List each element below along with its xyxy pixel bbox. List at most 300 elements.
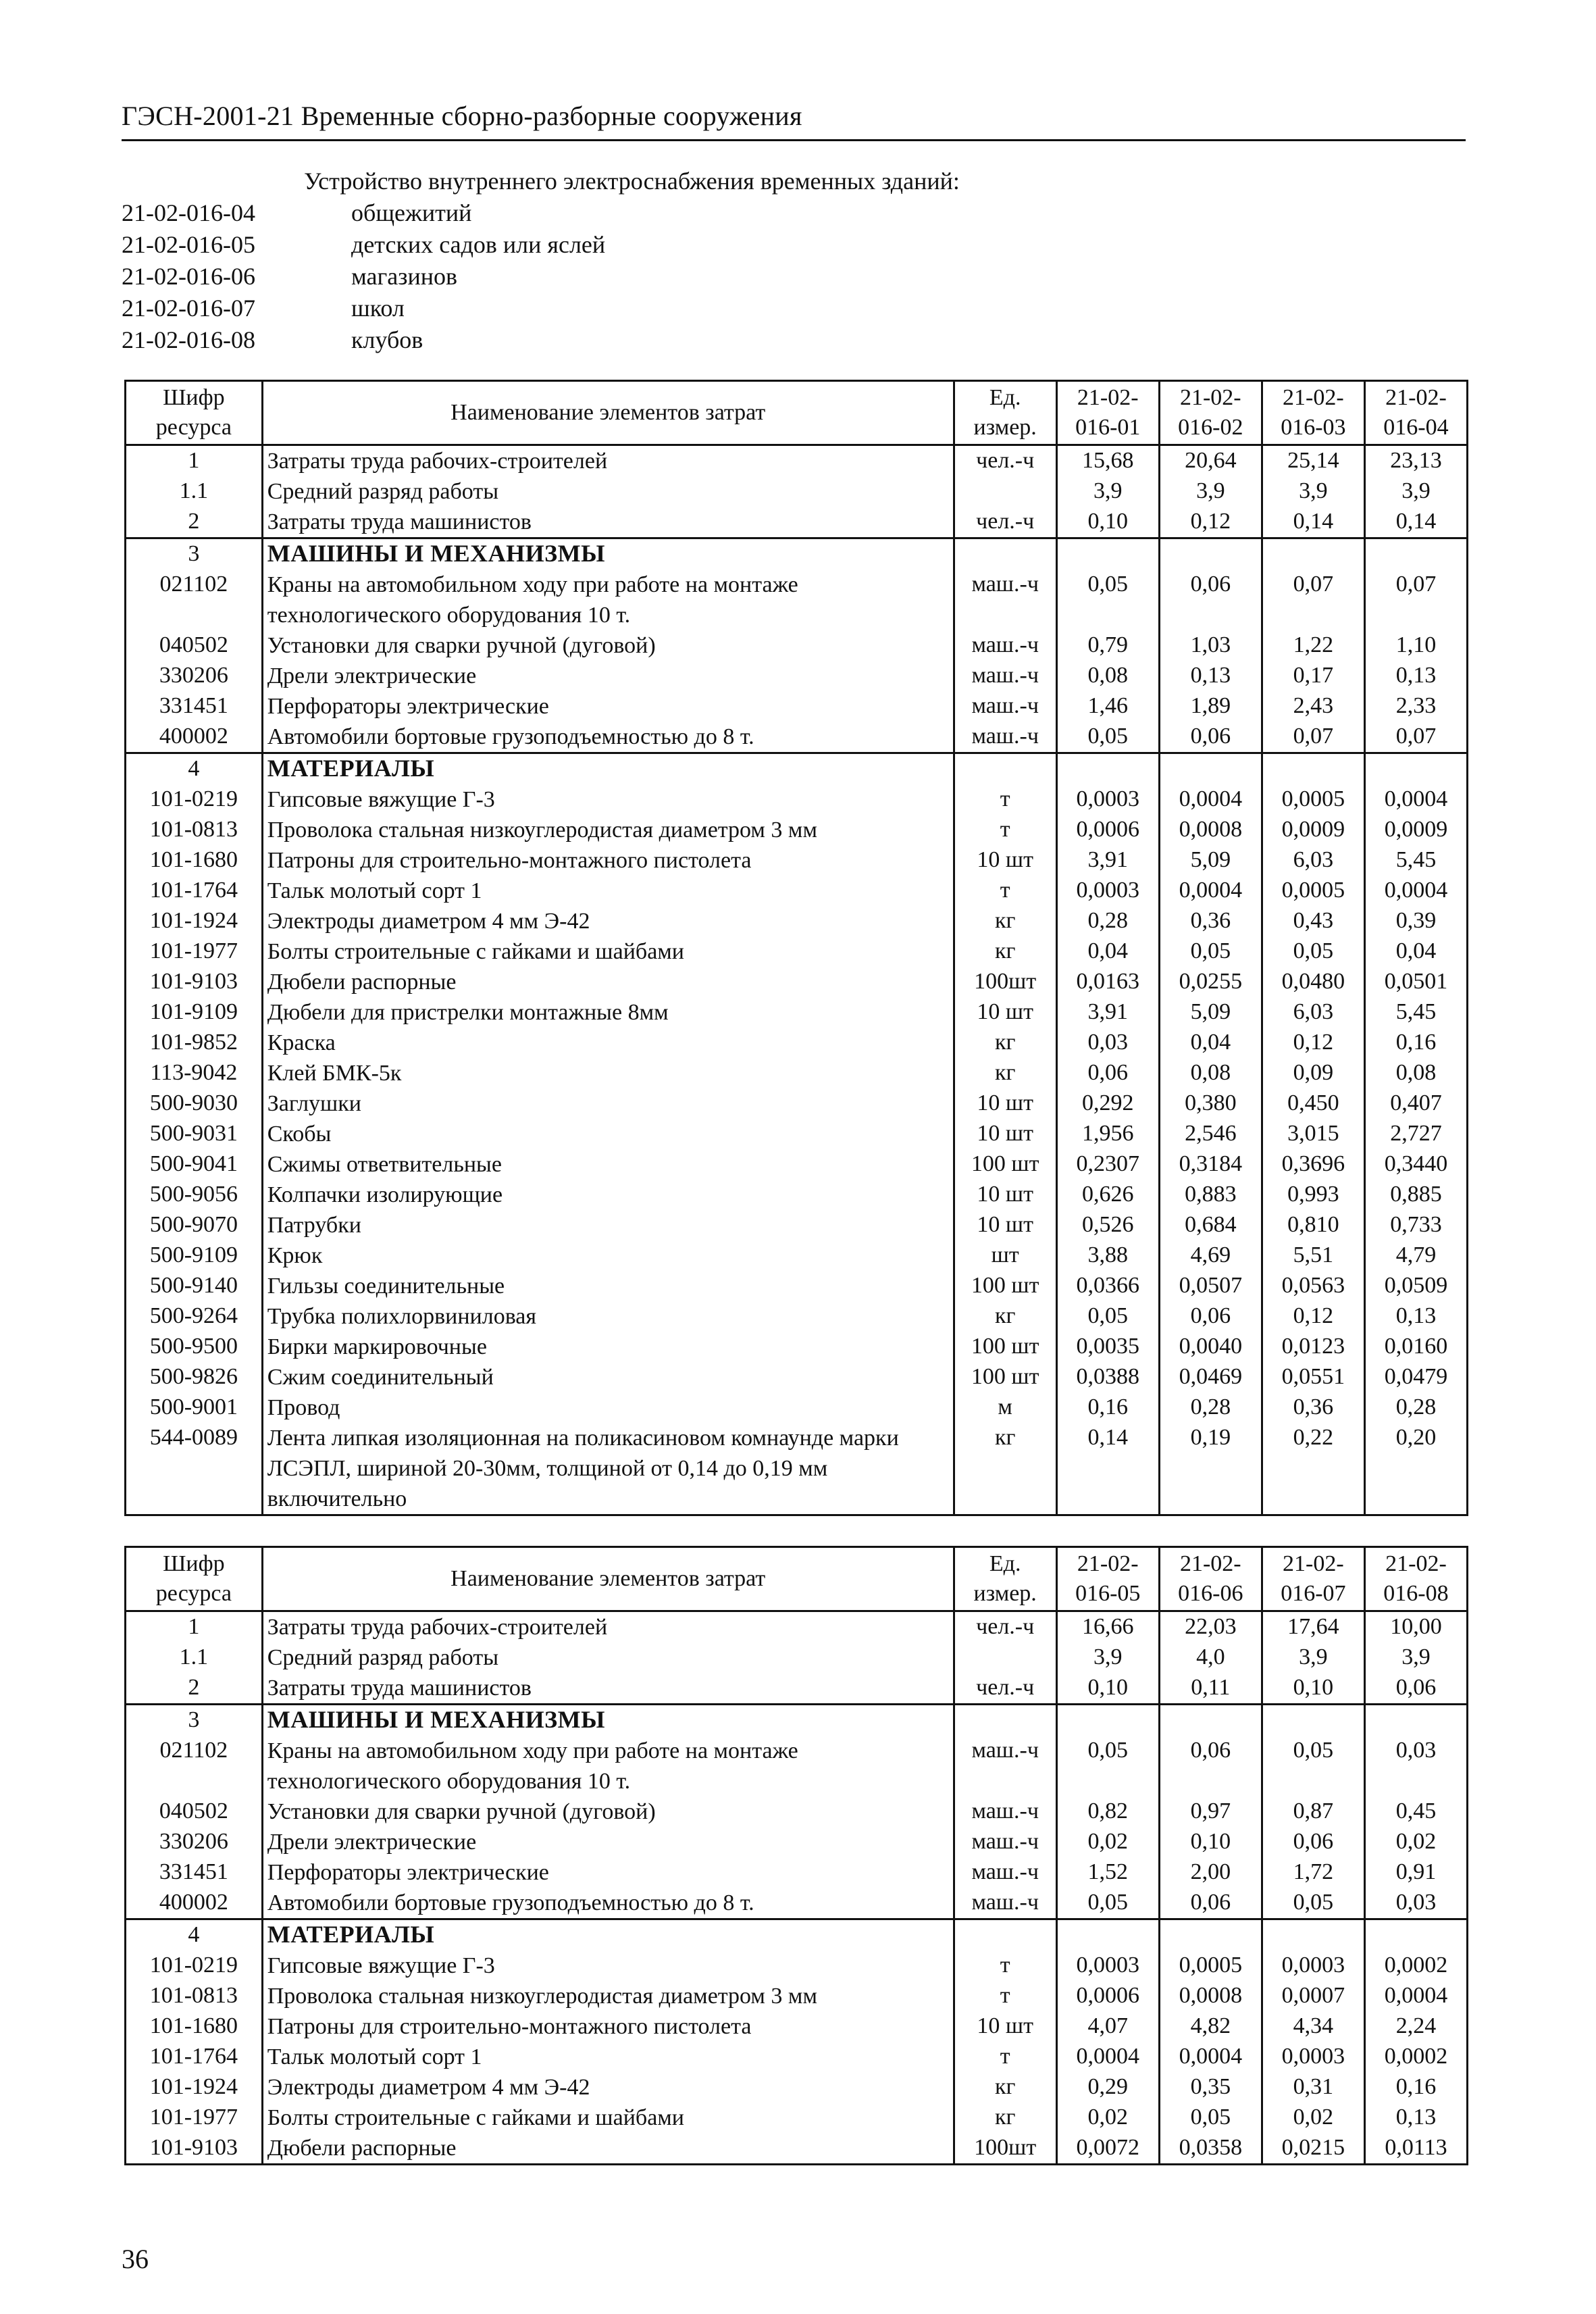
cell-value: 0,22	[1262, 1423, 1364, 1515]
cell-value: 0,07	[1364, 570, 1467, 630]
cell-value: 5,09	[1159, 997, 1262, 1028]
cell-value: 0,08	[1364, 1058, 1467, 1088]
cell-unit: кг	[954, 1423, 1056, 1515]
cell-unit: кг	[954, 1028, 1056, 1058]
cell-unit: 100 шт	[954, 1149, 1056, 1180]
cell-value: 0,06	[1056, 1058, 1159, 1088]
cell-value: 0,10	[1056, 507, 1159, 538]
cell-value: 3,015	[1262, 1119, 1364, 1149]
cell-unit: 10 шт	[954, 1210, 1056, 1240]
table-row	[126, 1119, 1468, 1149]
cell-value: 3,9	[1262, 1642, 1364, 1673]
cell-value: 3,9	[1056, 1642, 1159, 1673]
table-row	[126, 1058, 1468, 1088]
cell-code: 021102	[126, 570, 263, 630]
cell-unit: маш.-ч	[954, 1888, 1056, 1919]
cell-value: 0,0255	[1159, 967, 1262, 997]
cell-value: 4,79	[1364, 1240, 1467, 1271]
cell-value: 0,04	[1159, 1028, 1262, 1058]
cell-code: 2	[126, 1673, 263, 1705]
cell-value	[1056, 538, 1159, 570]
cell-code: 544-0089	[126, 1423, 263, 1515]
cell-code: 101-1680	[126, 845, 263, 876]
cell-name: Электроды диаметром 4 мм Э-42	[262, 2072, 954, 2103]
cell-value: 0,0006	[1056, 815, 1159, 845]
cell-value: 0,0509	[1364, 1271, 1467, 1301]
table-row	[126, 1240, 1468, 1271]
cell-code: 101-1977	[126, 2103, 263, 2133]
cell-value: 0,02	[1056, 1827, 1159, 1857]
cell-unit: маш.-ч	[954, 1736, 1056, 1796]
cell-name: Автомобили бортовые грузоподъемностью до 8 т.	[262, 722, 954, 753]
cell-value: 0,450	[1262, 1088, 1364, 1119]
cell-name: Средний разряд работы	[262, 476, 954, 507]
cell-value	[1262, 753, 1364, 785]
cell-unit: 100 шт	[954, 1362, 1056, 1392]
cell-code: 500-9109	[126, 1240, 263, 1271]
cell-value: 0,2307	[1056, 1149, 1159, 1180]
cell-value: 0,03	[1364, 1888, 1467, 1919]
cell-unit	[954, 538, 1056, 570]
cell-unit: т	[954, 815, 1056, 845]
cell-value: 0,06	[1159, 1888, 1262, 1919]
cell-value: 0,11	[1159, 1673, 1262, 1705]
cell-code: 500-9140	[126, 1271, 263, 1301]
cell-value: 0,10	[1262, 1673, 1364, 1705]
cell-value: 0,10	[1056, 1673, 1159, 1705]
cell-value: 0,526	[1056, 1210, 1159, 1240]
col-header-norm: 21-02- 016-08	[1364, 1547, 1467, 1611]
table-row	[126, 691, 1468, 722]
cell-code: 101-1680	[126, 2011, 263, 2042]
cell-value: 0,97	[1159, 1796, 1262, 1827]
cell-name: Гипсовые вяжущие Г-3	[262, 1951, 954, 1981]
cell-value: 2,24	[1364, 2011, 1467, 2042]
cell-value: 0,0003	[1262, 2042, 1364, 2072]
cell-code: 101-0219	[126, 1951, 263, 1981]
cell-value: 0,0551	[1262, 1362, 1364, 1392]
cell-value: 0,0007	[1262, 1981, 1364, 2011]
cell-value	[1056, 1705, 1159, 1736]
cell-name: Проволока стальная низкоуглеродистая диаметром 3 мм	[262, 815, 954, 845]
cell-name: Сжим соединительный	[262, 1362, 954, 1392]
table-row	[126, 1951, 1468, 1981]
intro-item-text: детских садов или яслей	[351, 231, 606, 258]
cell-value: 0,3184	[1159, 1149, 1262, 1180]
cell-value: 0,14	[1262, 507, 1364, 538]
intro-item-code: 21-02-016-07	[122, 295, 255, 322]
intro-item-code: 21-02-016-06	[122, 263, 255, 290]
cell-value: 2,546	[1159, 1119, 1262, 1149]
table-row	[126, 1919, 1468, 1951]
cell-value: 0,06	[1262, 1827, 1364, 1857]
cell-value: 0,0003	[1056, 1951, 1159, 1981]
cell-value: 0,16	[1364, 1028, 1467, 1058]
cell-unit: маш.-ч	[954, 722, 1056, 753]
cell-value: 0,885	[1364, 1180, 1467, 1210]
table-row	[126, 1210, 1468, 1240]
cell-code: 101-9852	[126, 1028, 263, 1058]
cell-code: 1	[126, 445, 263, 477]
cell-code: 400002	[126, 1888, 263, 1919]
cell-name: Патрубки	[262, 1210, 954, 1240]
cell-value: 0,05	[1159, 936, 1262, 967]
intro-item-text: школ	[351, 295, 405, 322]
cell-unit: кг	[954, 2072, 1056, 2103]
cell-value: 0,06	[1159, 570, 1262, 630]
cell-value: 1,10	[1364, 630, 1467, 661]
cell-name: Заглушки	[262, 1088, 954, 1119]
intro-lead: Устройство внутреннего электроснабжения временных зданий:	[304, 168, 960, 195]
col-header-norm: 21-02- 016-04	[1364, 381, 1467, 445]
col-header-norm: 21-02- 016-05	[1056, 1547, 1159, 1611]
cell-value: 0,0004	[1159, 2042, 1262, 2072]
cell-value: 5,09	[1159, 845, 1262, 876]
table-row	[126, 1611, 1468, 1643]
table-row	[126, 570, 1468, 630]
cell-value: 0,0358	[1159, 2133, 1262, 2165]
cell-code: 500-9056	[126, 1180, 263, 1210]
cell-value: 0,14	[1364, 507, 1467, 538]
table-row	[126, 1857, 1468, 1888]
cell-name: Скобы	[262, 1119, 954, 1149]
cell-value: 0,0215	[1262, 2133, 1364, 2165]
cell-code: 021102	[126, 1736, 263, 1796]
cell-name: Болты строительные с гайками и шайбами	[262, 936, 954, 967]
cell-unit: 10 шт	[954, 1119, 1056, 1149]
cell-value: 0,0004	[1159, 784, 1262, 815]
cell-value: 0,0006	[1056, 1981, 1159, 2011]
table-row	[126, 1423, 1468, 1515]
section-heading: МАШИНЫ И МЕХАНИЗМЫ	[262, 1705, 954, 1736]
cell-name: Дюбели распорные	[262, 967, 954, 997]
cell-name: Затраты труда машинистов	[262, 1673, 954, 1705]
col-header-code: Шифр ресурса	[126, 381, 263, 445]
table-row	[126, 507, 1468, 538]
cell-value: 4,0	[1159, 1642, 1262, 1673]
cell-value: 6,03	[1262, 845, 1364, 876]
cell-unit: кг	[954, 1301, 1056, 1332]
cell-value: 0,02	[1262, 2103, 1364, 2133]
cell-value: 10,00	[1364, 1611, 1467, 1643]
cell-value: 15,68	[1056, 445, 1159, 477]
cell-value: 0,02	[1056, 2103, 1159, 2133]
cell-value: 0,0002	[1364, 1951, 1467, 1981]
cell-value: 0,04	[1056, 936, 1159, 967]
cell-value: 0,05	[1262, 1888, 1364, 1919]
cell-value: 0,0072	[1056, 2133, 1159, 2165]
table-row	[126, 661, 1468, 691]
table-row	[126, 445, 1468, 477]
col-header-norm: 21-02- 016-07	[1262, 1547, 1364, 1611]
cell-unit: 100 шт	[954, 1332, 1056, 1362]
cell-value: 0,733	[1364, 1210, 1467, 1240]
table-row	[126, 936, 1468, 967]
cell-unit	[954, 476, 1056, 507]
cell-code: 101-9103	[126, 2133, 263, 2165]
cell-name: Клей БМК-5к	[262, 1058, 954, 1088]
cell-value: 0,35	[1159, 2072, 1262, 2103]
cell-value: 0,04	[1364, 936, 1467, 967]
table-row	[126, 1271, 1468, 1301]
cell-value: 0,28	[1056, 906, 1159, 936]
cell-value: 0,05	[1262, 1736, 1364, 1796]
cell-name: Болты строительные с гайками и шайбами	[262, 2103, 954, 2133]
table-row	[126, 1796, 1468, 1827]
cell-unit: шт	[954, 1240, 1056, 1271]
cell-code: 4	[126, 1919, 263, 1951]
header-rule	[122, 139, 1466, 141]
col-header-unit: Ед. измер.	[954, 1547, 1056, 1611]
table-row	[126, 906, 1468, 936]
cell-name: Установки для сварки ручной (дуговой)	[262, 630, 954, 661]
cell-value: 0,16	[1056, 1392, 1159, 1423]
cell-value: 0,06	[1159, 1736, 1262, 1796]
cell-unit	[954, 753, 1056, 785]
table-row	[126, 2011, 1468, 2042]
cell-value: 1,52	[1056, 1857, 1159, 1888]
cell-code: 101-9103	[126, 967, 263, 997]
cell-value: 4,34	[1262, 2011, 1364, 2042]
table-row	[126, 753, 1468, 785]
cell-value: 0,12	[1159, 507, 1262, 538]
cell-value: 0,36	[1262, 1392, 1364, 1423]
table-row	[126, 2042, 1468, 2072]
table-row	[126, 2133, 1468, 2165]
cell-name: Гипсовые вяжущие Г-3	[262, 784, 954, 815]
col-header-norm: 21-02- 016-03	[1262, 381, 1364, 445]
cell-value: 0,87	[1262, 1796, 1364, 1827]
cell-value: 0,407	[1364, 1088, 1467, 1119]
cell-unit: 10 шт	[954, 845, 1056, 876]
cell-value: 0,07	[1262, 722, 1364, 753]
cell-name: Затраты труда машинистов	[262, 507, 954, 538]
intro-item-code: 21-02-016-08	[122, 326, 255, 353]
table-row	[126, 1362, 1468, 1392]
cell-name: Патроны для строительно-монтажного пистолета	[262, 2011, 954, 2042]
cell-value: 3,9	[1262, 476, 1364, 507]
cell-value: 0,13	[1159, 661, 1262, 691]
cell-value	[1056, 1919, 1159, 1951]
cell-code: 400002	[126, 722, 263, 753]
cell-unit: маш.-ч	[954, 1857, 1056, 1888]
cell-name: Автомобили бортовые грузоподъемностью до 8 т.	[262, 1888, 954, 1919]
cell-value: 23,13	[1364, 445, 1467, 477]
cell-value	[1056, 753, 1159, 785]
cell-value: 0,0009	[1262, 815, 1364, 845]
cell-unit: чел.-ч	[954, 1673, 1056, 1705]
cell-value: 0,684	[1159, 1210, 1262, 1240]
cell-value: 0,05	[1056, 1736, 1159, 1796]
col-header-unit: Ед. измер.	[954, 381, 1056, 445]
cell-value: 0,13	[1364, 661, 1467, 691]
cell-value: 0,0563	[1262, 1271, 1364, 1301]
cell-value: 20,64	[1159, 445, 1262, 477]
col-header-code: Шифр ресурса	[126, 1547, 263, 1611]
intro-item-code: 21-02-016-04	[122, 199, 255, 226]
cell-value: 0,0004	[1056, 2042, 1159, 2072]
cell-value	[1159, 538, 1262, 570]
cell-unit: чел.-ч	[954, 445, 1056, 477]
cell-code: 1	[126, 1611, 263, 1643]
cell-value: 3,9	[1056, 476, 1159, 507]
cell-value: 0,0003	[1056, 784, 1159, 815]
cell-value: 6,03	[1262, 997, 1364, 1028]
cell-value: 2,33	[1364, 691, 1467, 722]
cell-code: 500-9264	[126, 1301, 263, 1332]
cell-value: 0,12	[1262, 1301, 1364, 1332]
cell-name: Патроны для строительно-монтажного пистолета	[262, 845, 954, 876]
cell-value: 0,0480	[1262, 967, 1364, 997]
cell-unit: 100шт	[954, 967, 1056, 997]
cell-code: 101-9109	[126, 997, 263, 1028]
cell-value	[1159, 753, 1262, 785]
cell-value: 4,69	[1159, 1240, 1262, 1271]
table-row	[126, 1981, 1468, 2011]
intro-item-text: магазинов	[351, 263, 458, 290]
cell-unit: т	[954, 1981, 1056, 2011]
cell-value: 0,0003	[1262, 1951, 1364, 1981]
cell-unit: маш.-ч	[954, 1827, 1056, 1857]
cell-value	[1364, 753, 1467, 785]
cell-value: 0,07	[1262, 570, 1364, 630]
cell-name: Перфораторы электрические	[262, 691, 954, 722]
table-row	[126, 815, 1468, 845]
cell-value: 2,727	[1364, 1119, 1467, 1149]
cell-code: 330206	[126, 1827, 263, 1857]
cell-value: 0,09	[1262, 1058, 1364, 1088]
cell-name: Краска	[262, 1028, 954, 1058]
cell-code: 1.1	[126, 1642, 263, 1673]
cell-code: 101-0813	[126, 815, 263, 845]
cell-value: 0,0113	[1364, 2133, 1467, 2165]
cell-name: Сжимы ответвительные	[262, 1149, 954, 1180]
cell-name: Колпачки изолирующие	[262, 1180, 954, 1210]
cell-unit: кг	[954, 2103, 1056, 2133]
cell-value: 0,05	[1056, 1301, 1159, 1332]
cell-value: 1,956	[1056, 1119, 1159, 1149]
cell-value: 0,0008	[1159, 815, 1262, 845]
cell-value: 17,64	[1262, 1611, 1364, 1643]
cell-code: 330206	[126, 661, 263, 691]
table-header-row	[126, 1547, 1468, 1611]
cell-value: 0,13	[1364, 2103, 1467, 2133]
cell-code: 101-1924	[126, 2072, 263, 2103]
cell-unit: т	[954, 876, 1056, 906]
cell-value: 22,03	[1159, 1611, 1262, 1643]
cell-value: 0,0163	[1056, 967, 1159, 997]
cell-value: 0,16	[1364, 2072, 1467, 2103]
intro-item-text: клубов	[351, 326, 423, 353]
table-row	[126, 538, 1468, 570]
cell-name: Лента липкая изоляционная на поликасиновом комнаунде марки ЛСЭПЛ, шириной 20-30мм, толщиной от 0,14 до 0,19 мм включительно	[262, 1423, 954, 1515]
cell-code: 040502	[126, 630, 263, 661]
cell-value: 2,00	[1159, 1857, 1262, 1888]
cell-value	[1262, 1919, 1364, 1951]
cell-code: 101-1924	[126, 906, 263, 936]
cell-unit: маш.-ч	[954, 1796, 1056, 1827]
cell-name: Электроды диаметром 4 мм Э-42	[262, 906, 954, 936]
cell-value: 0,0507	[1159, 1271, 1262, 1301]
cell-value: 0,810	[1262, 1210, 1364, 1240]
cell-value: 0,39	[1364, 906, 1467, 936]
cell-value: 0,0004	[1364, 876, 1467, 906]
cell-value: 0,31	[1262, 2072, 1364, 2103]
cell-value	[1159, 1705, 1262, 1736]
cell-value	[1364, 538, 1467, 570]
cell-unit: маш.-ч	[954, 570, 1056, 630]
cell-name: Проволока стальная низкоуглеродистая диаметром 3 мм	[262, 1981, 954, 2011]
cell-value: 3,91	[1056, 997, 1159, 1028]
cell-value: 2,43	[1262, 691, 1364, 722]
cell-unit: 10 шт	[954, 1088, 1056, 1119]
cell-value: 0,0469	[1159, 1362, 1262, 1392]
cell-value: 16,66	[1056, 1611, 1159, 1643]
cell-value: 0,29	[1056, 2072, 1159, 2103]
cell-value: 1,89	[1159, 691, 1262, 722]
cell-value: 3,9	[1364, 476, 1467, 507]
cell-value: 0,02	[1364, 1827, 1467, 1857]
col-header-name: Наименование элементов затрат	[262, 381, 954, 445]
cell-unit: кг	[954, 936, 1056, 967]
table-row	[126, 1705, 1468, 1736]
cell-code: 500-9826	[126, 1362, 263, 1392]
table-row	[126, 1301, 1468, 1332]
cell-value	[1159, 1919, 1262, 1951]
cell-value: 0,0003	[1056, 876, 1159, 906]
cell-value: 0,07	[1364, 722, 1467, 753]
cell-name: Тальк молотый сорт 1	[262, 2042, 954, 2072]
cell-value	[1364, 1705, 1467, 1736]
table-header-row	[126, 381, 1468, 445]
cell-unit	[954, 1919, 1056, 1951]
cell-value: 0,28	[1159, 1392, 1262, 1423]
cell-unit: чел.-ч	[954, 507, 1056, 538]
cell-value: 0,06	[1159, 1301, 1262, 1332]
cell-value: 0,10	[1159, 1827, 1262, 1857]
cell-code: 101-1764	[126, 2042, 263, 2072]
cell-code: 500-9031	[126, 1119, 263, 1149]
cell-value: 0,08	[1159, 1058, 1262, 1088]
table-row	[126, 1088, 1468, 1119]
cell-value: 0,14	[1056, 1423, 1159, 1515]
cell-value: 0,36	[1159, 906, 1262, 936]
cell-name: Провод	[262, 1392, 954, 1423]
cell-value: 0,91	[1364, 1857, 1467, 1888]
cell-name: Тальк молотый сорт 1	[262, 876, 954, 906]
cell-value: 3,9	[1364, 1642, 1467, 1673]
page-number: 36	[122, 2244, 149, 2274]
cell-name: Крюк	[262, 1240, 954, 1271]
cell-value: 1,72	[1262, 1857, 1364, 1888]
table-row	[126, 784, 1468, 815]
table-row	[126, 876, 1468, 906]
cell-unit: т	[954, 784, 1056, 815]
cell-unit: чел.-ч	[954, 1611, 1056, 1643]
table-row	[126, 1392, 1468, 1423]
cell-name: Затраты труда рабочих-строителей	[262, 1611, 954, 1643]
col-header-name: Наименование элементов затрат	[262, 1547, 954, 1611]
cell-value: 1,03	[1159, 630, 1262, 661]
cell-value: 0,0004	[1159, 876, 1262, 906]
cell-value: 0,380	[1159, 1088, 1262, 1119]
cell-value: 3,91	[1056, 845, 1159, 876]
cell-name: Дрели электрические	[262, 661, 954, 691]
cell-value: 0,0035	[1056, 1332, 1159, 1362]
cell-value: 0,19	[1159, 1423, 1262, 1515]
cell-unit: т	[954, 2042, 1056, 2072]
cell-value: 0,0040	[1159, 1332, 1262, 1362]
